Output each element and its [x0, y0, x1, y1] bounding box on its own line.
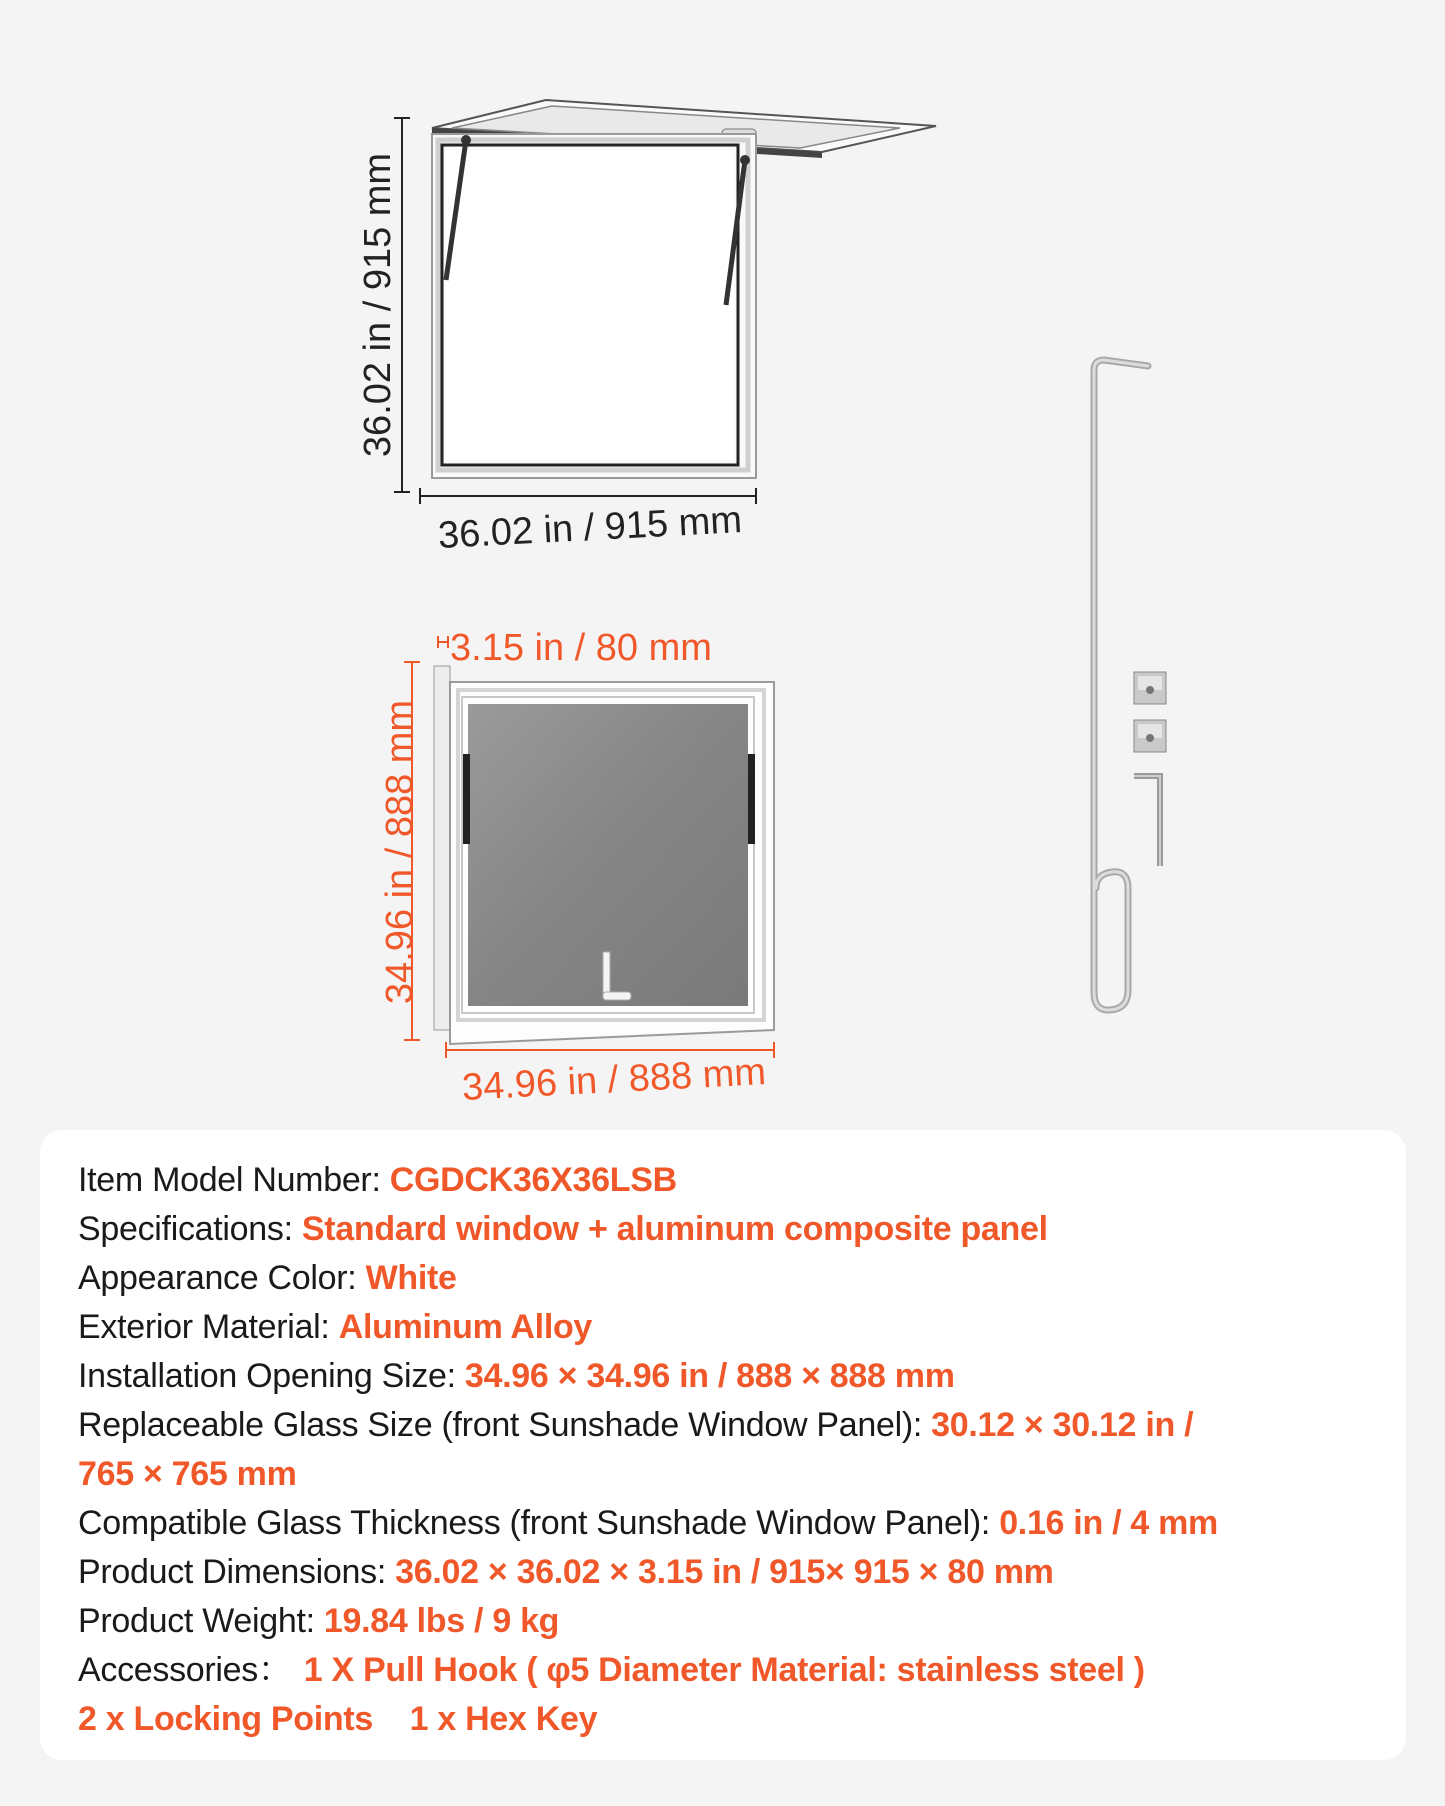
- spec-label: Compatible Glass Thickness (front Sunshade Window Panel):: [78, 1504, 1000, 1542]
- spec-label: Product Dimensions:: [78, 1553, 396, 1591]
- spec-label: Appearance Color:: [78, 1259, 366, 1297]
- specifications-card: [40, 1130, 1406, 1760]
- spec-label: Installation Opening Size:: [78, 1357, 465, 1395]
- spec-model: [78, 1156, 1378, 1205]
- open-width-label: 36.02 in / 915 mm: [437, 499, 743, 557]
- spec-value: 0.16 in / 4 mm: [999, 1504, 1218, 1542]
- locking-point-icon: [1134, 720, 1166, 752]
- open-window-drawing: [357, 100, 936, 557]
- spec-glass-size-continued: [78, 1450, 1378, 1499]
- closed-height-label: 34.96 in / 888 mm: [379, 699, 421, 1005]
- spec-value: CGDCK36X36LSB: [389, 1161, 677, 1199]
- spec-label: Specifications:: [78, 1210, 302, 1248]
- spec-value: White: [365, 1259, 457, 1297]
- open-height-label: 36.02 in / 915 mm: [357, 152, 399, 458]
- spec-opening-size: [78, 1352, 1378, 1401]
- hex-key-icon: [1134, 776, 1160, 866]
- spec-label: Replaceable Glass Size (front Sunshade Window Panel):: [78, 1406, 932, 1444]
- spec-glass-thickness: [78, 1499, 1378, 1548]
- locking-point-icon: [1134, 672, 1166, 704]
- spec-color: [78, 1254, 1378, 1303]
- spec-value: 19.84 lbs / 9 kg: [323, 1602, 560, 1640]
- closed-width-label: 34.96 in / 888 mm: [461, 1051, 767, 1109]
- spec-value: 1 X Pull Hook ( φ5 Diameter Material: stainless steel ): [303, 1651, 1145, 1689]
- closed-window-drawing: [379, 627, 774, 1109]
- spec-accessories: [78, 1646, 1378, 1695]
- spec-label: Accessories：: [78, 1651, 292, 1689]
- spec-value: 765 × 765 mm: [78, 1455, 297, 1493]
- spec-weight: [78, 1597, 1378, 1646]
- spec-value: 34.96 × 34.96 in / 888 × 888 mm: [464, 1357, 955, 1395]
- spec-label: Product Weight:: [78, 1602, 324, 1640]
- spec-value: Aluminum Alloy: [338, 1308, 593, 1346]
- depth-label: 3.15 in / 80 mm: [450, 627, 712, 669]
- spec-value: Standard window + aluminum composite panel: [301, 1210, 1048, 1248]
- spec-label: Item Model Number:: [78, 1161, 390, 1199]
- spec-accessories-continued: [78, 1695, 1378, 1744]
- spec-value: 36.02 × 36.02 × 3.15 in / 915× 915 × 80 mm: [395, 1553, 1054, 1591]
- specifications-list: [78, 1156, 1378, 1744]
- spec-glass-size: [78, 1401, 1378, 1450]
- spec-value: 2 x Locking Points 1 x Hex Key: [78, 1700, 598, 1738]
- spec-value: 30.12 × 30.12 in /: [931, 1406, 1194, 1444]
- spec-material: [78, 1303, 1378, 1352]
- spec-specifications: [78, 1205, 1378, 1254]
- spec-label: Exterior Material:: [78, 1308, 339, 1346]
- spec-dimensions: [78, 1548, 1378, 1597]
